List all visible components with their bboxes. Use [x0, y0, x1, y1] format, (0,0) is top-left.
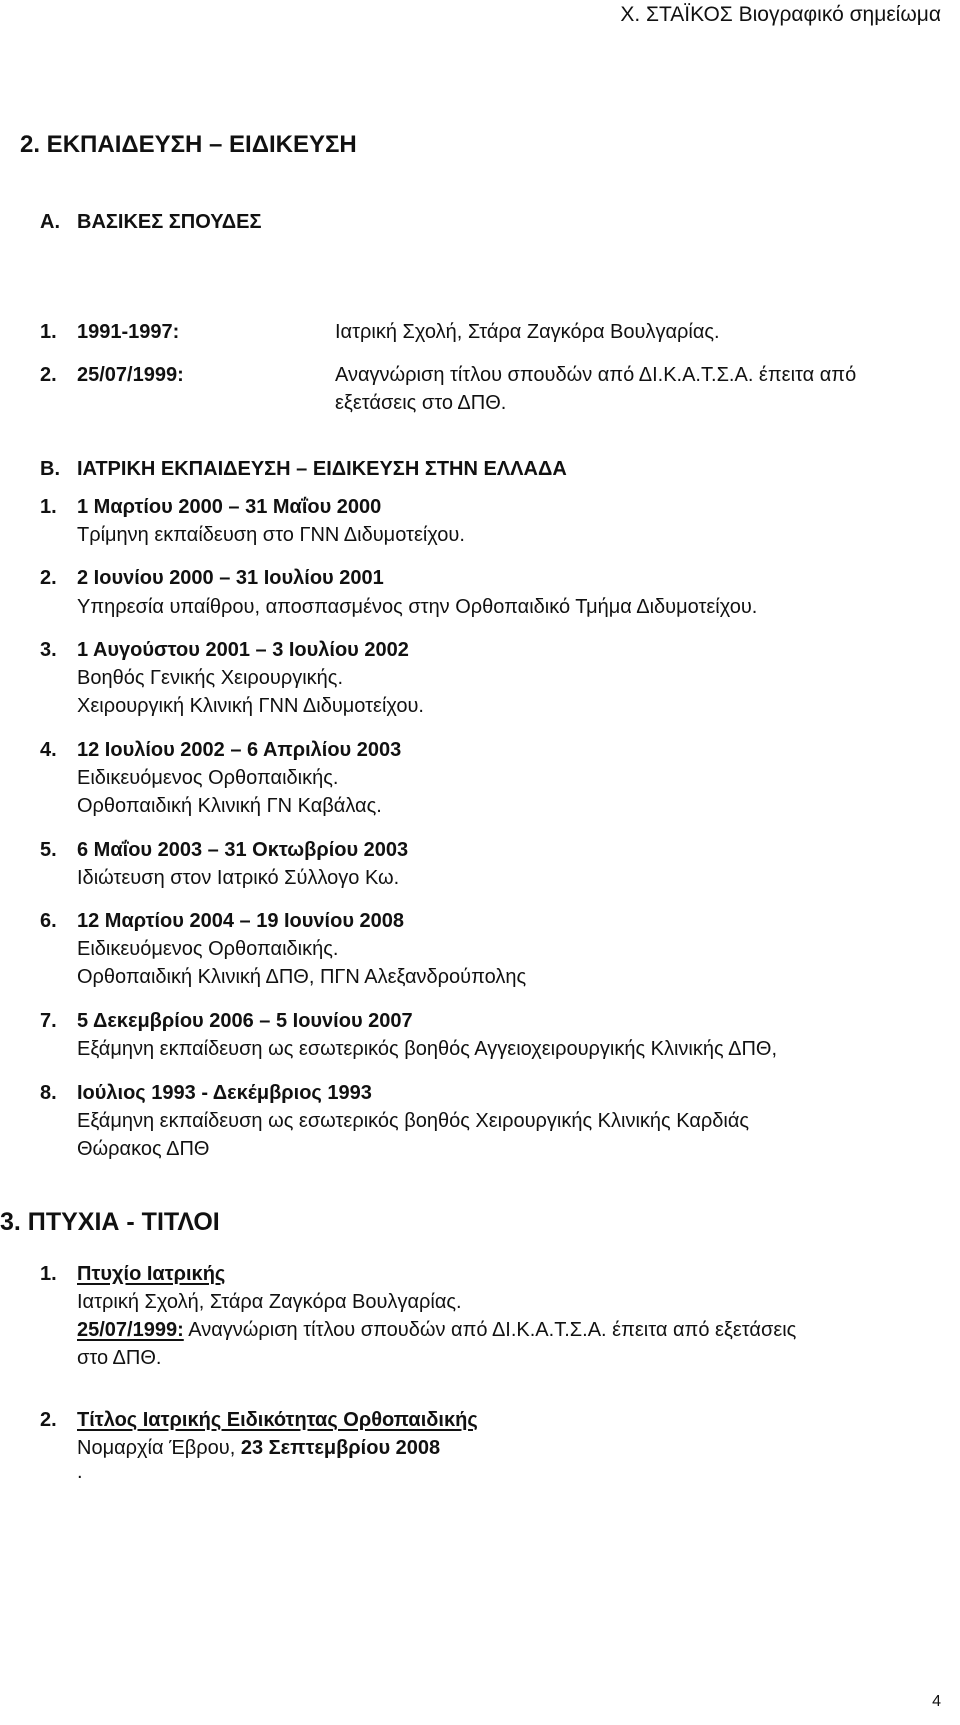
b-item-text: Ιδιώτευση στον Ιατρικό Σύλλογο Κω.: [77, 867, 400, 889]
b-item-number: 1.: [40, 496, 57, 518]
b-item-text: Εξάμηνη εκπαίδευση ως εσωτερικός βοηθός Χειρουργικής Κλινικής Καρδιάς: [77, 1110, 750, 1132]
b-item-text: Ειδικευόμενος Ορθοπαιδικής.: [77, 767, 339, 789]
b-item-period: Ιούλιος 1993 - Δεκέμβριος 1993: [77, 1082, 372, 1104]
a-item-text: εξετάσεις στο ΔΠΘ.: [335, 392, 507, 414]
page-number: 4: [932, 1693, 941, 1710]
b-item-period: 1 Αυγούστου 2001 – 3 Ιουλίου 2002: [77, 639, 409, 661]
a-item-text: Αναγνώριση τίτλου σπουδών από ΔΙ.Κ.Α.Τ.Σ.Α. έπειτα από: [335, 364, 857, 386]
a-item-date: 1991-1997:: [77, 321, 180, 343]
b-item-number: 6.: [40, 910, 57, 932]
degree-text-line: [77, 1438, 440, 1458]
degree-title: Τίτλος Ιατρικής Ειδικότητας Ορθοπαιδικής: [77, 1409, 478, 1431]
b-item-text: Χειρουργική Κλινική ΓΝΝ Διδυμοτείχου.: [77, 695, 424, 717]
b-item-text: Υπηρεσία υπαίθρου, αποσπασμένος στην Ορθοπαιδικό Τμήμα Διδυμοτείχου.: [77, 596, 758, 618]
b-item-text: Ορθοπαιδική Κλινική ΔΠΘ, ΠΓΝ Αλεξανδρούπολης: [77, 966, 527, 988]
subsection-a-title: ΒΑΣΙΚΕΣ ΣΠΟΥΔΕΣ: [77, 211, 262, 233]
b-item-number: 8.: [40, 1082, 57, 1104]
b-item-period: 12 Ιουλίου 2002 – 6 Απριλίου 2003: [77, 739, 402, 761]
b-item-number: 4.: [40, 739, 57, 761]
degree-date: 25/07/1999:: [77, 1319, 184, 1341]
a-item-number: 2.: [40, 364, 57, 386]
b-item-text: Θώρακος ΔΠΘ: [77, 1138, 210, 1160]
degree-number: 1.: [40, 1263, 57, 1285]
degree-number: 2.: [40, 1409, 57, 1431]
degree-text: .: [77, 1461, 83, 1483]
subsection-b-title: ΙΑΤΡΙΚΗ ΕΚΠΑΙΔΕΥΣΗ – ΕΙΔΙΚΕΥΣΗ ΣΤΗΝ ΕΛΛΑΔΑ: [77, 458, 567, 480]
b-item-text: Εξάμηνη εκπαίδευση ως εσωτερικός βοηθός Αγγειοχειρουργικής Κλινικής ΔΠΘ,: [77, 1038, 778, 1060]
running-header: Χ. ΣΤΑΪΚΟΣ Βιογραφικό σημείωμα: [620, 3, 941, 26]
b-item-text: Βοηθός Γενικής Χειρουργικής.: [77, 667, 343, 689]
b-item-number: 2.: [40, 567, 57, 589]
a-item-date: 25/07/1999:: [77, 364, 184, 386]
b-item-period: 6 Μαΐου 2003 – 31 Οκτωβρίου 2003: [77, 839, 409, 861]
b-item-text: Ορθοπαιδική Κλινική ΓΝ Καβάλας.: [77, 795, 382, 817]
b-item-text: Ειδικευόμενος Ορθοπαιδικής.: [77, 938, 339, 960]
degree-text: στο ΔΠΘ.: [77, 1347, 162, 1369]
subsection-a-letter: Α.: [40, 211, 60, 233]
b-item-text: Τρίμηνη εκπαίδευση στο ΓΝΝ Διδυμοτείχου.: [77, 524, 465, 546]
section-3-title: 3. ΠΤΥΧΙΑ - ΤΙΤΛΟΙ: [0, 1208, 220, 1236]
b-item-period: 5 Δεκεμβρίου 2006 – 5 Ιουνίου 2007: [77, 1010, 413, 1032]
degree-text: Νομαρχία Έβρου,: [77, 1437, 241, 1459]
a-item-text: Ιατρική Σχολή, Στάρα Ζαγκόρα Βουλγαρίας.: [335, 321, 720, 343]
a-item-number: 1.: [40, 321, 57, 343]
b-item-number: 3.: [40, 639, 57, 661]
degree-date: 23 Σεπτεμβρίου 2008: [240, 1437, 441, 1459]
b-item-number: 5.: [40, 839, 57, 861]
section-2-title: 2. ΕΚΠΑΙΔΕΥΣΗ – ΕΙΔΙΚΕΥΣΗ: [20, 131, 357, 158]
degree-text-line: [77, 1320, 796, 1340]
b-item-period: 1 Μαρτίου 2000 – 31 Μαΐου 2000: [77, 496, 382, 518]
degree-text: Αναγνώριση τίτλου σπουδών από ΔΙ.Κ.Α.Τ.Σ.Α. έπειτα από εξετάσεις: [183, 1319, 797, 1341]
b-item-number: 7.: [40, 1010, 57, 1032]
subsection-b-letter: Β.: [40, 458, 60, 480]
degree-title: Πτυχίο Ιατρικής: [77, 1263, 226, 1285]
degree-text: Ιατρική Σχολή, Στάρα Ζαγκόρα Βουλγαρίας.: [77, 1291, 462, 1313]
b-item-period: 12 Μαρτίου 2004 – 19 Ιουνίου 2008: [77, 910, 405, 932]
b-item-period: 2 Ιουνίου 2000 – 31 Ιουλίου 2001: [77, 567, 384, 589]
